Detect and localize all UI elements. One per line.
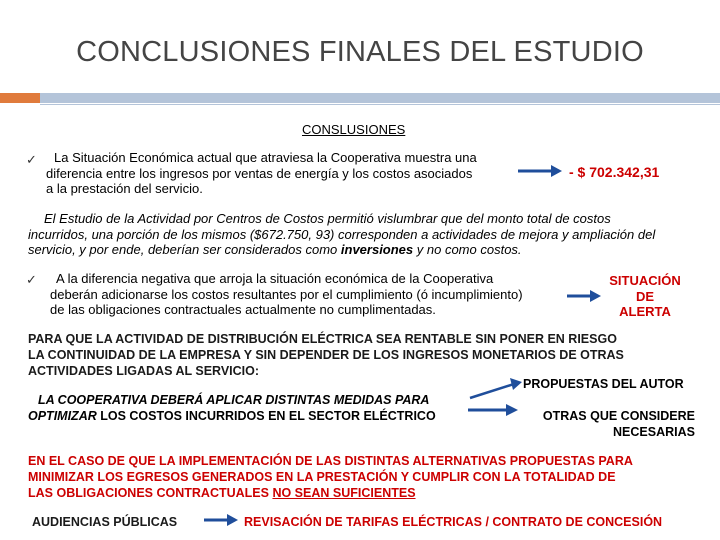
tariff-revision-label: REVISACIÓN DE TARIFAS ELÉCTRICAS / CONTRATO DE CONCESIÓN: [244, 515, 663, 529]
proposals-other: [519, 408, 695, 440]
alert-label: [600, 273, 690, 320]
point2-text: [50, 271, 523, 318]
arrow-right-icon: [517, 164, 563, 178]
title-underline-bar: [40, 93, 720, 103]
measures-optimizar: OPTIMIZAR: [28, 408, 97, 423]
study-line3: [28, 242, 718, 258]
study-paragraph: [28, 211, 718, 258]
point1-text: [46, 150, 477, 197]
point2-line2: deberán adicionarse los costos resultantes por el cumplimiento (ó incumplimiento): [50, 286, 523, 302]
condition-paragraph: [28, 331, 624, 379]
study-line2: incurridos, una porción de los mismos ($672.750, 93) corresponden a actividades de mejora y ampliación del: [28, 226, 656, 242]
proposals-other-line2: NECESARIAS: [613, 425, 695, 439]
alert-line1: SITUACIÓN: [609, 273, 681, 288]
case-line1: EN EL CASO DE QUE LA IMPLEMENTACIÓN DE LAS DISTINTAS ALTERNATIVAS PROPUESTAS PARA: [28, 454, 633, 468]
proposals-other-line1: OTRAS QUE CONSIDERE: [542, 409, 695, 423]
condition-line2: LA CONTINUIDAD DE LA EMPRESA Y SIN DEPENDER DE LOS INGRESOS MONETARIOS DE OTRAS: [28, 348, 624, 362]
insufficient-case-paragraph: [28, 453, 633, 501]
deficit-amount: - $ 702.342,31: [569, 164, 660, 180]
case-not-sufficient: NO SEAN SUFICIENTES: [272, 486, 416, 500]
point1-line2: diferencia entre los ingresos por ventas de energía y los costos asociados: [46, 165, 473, 181]
study-line3-start: servicio, y por ende, deberían ser considerados como: [28, 242, 341, 257]
study-inversiones: inversiones: [340, 242, 414, 257]
alert-line2: DE: [635, 288, 655, 304]
section-subtitle: CONSLUSIONES: [302, 122, 406, 137]
branch-arrows-icon: [466, 374, 526, 418]
point1-line3: a la prestación del servicio.: [46, 181, 203, 196]
cooperative-measures: [28, 393, 436, 424]
point1-line1: La Situación Económica actual que atraviesa la Cooperativa muestra una: [54, 150, 477, 165]
condition-line3: ACTIVIDADES LIGADAS AL SERVICIO:: [28, 364, 260, 378]
arrow-right-icon: [566, 289, 602, 303]
measures-line1: LA COOPERATIVA DEBERÁ APLICAR DISTINTAS MEDIDAS PARA: [38, 393, 430, 407]
measures-line2: LOS COSTOS INCURRIDOS EN EL SECTOR ELÉCTRICO: [96, 408, 436, 423]
case-line3: LAS OBLIGACIONES CONTRACTUALES: [28, 486, 273, 500]
title-accent-bar: [0, 93, 40, 103]
condition-line1: PARA QUE LA ACTIVIDAD DE DISTRIBUCIÓN ELÉCTRICA SEA RENTABLE SIN PONER EN RIESGO: [28, 332, 617, 346]
checkmark-icon: ✓: [26, 272, 37, 287]
study-line1: El Estudio de la Actividad por Centros de Costos permitió vislumbrar que del monto total de costos: [44, 211, 611, 226]
point2-line1: A la diferencia negativa que arroja la situación económica de la Cooperativa: [56, 271, 494, 286]
public-hearings-label: AUDIENCIAS PÚBLICAS: [32, 515, 178, 529]
case-line2: MINIMIZAR LOS EGRESOS GENERADOS EN LA PRESTACIÓN Y CUMPLIR CON LA TOTALIDAD DE: [28, 470, 616, 484]
slide-title: CONCLUSIONES FINALES DEL ESTUDIO: [76, 36, 644, 68]
arrow-right-icon: [203, 513, 239, 527]
point2-line3: de las obligaciones contractuales actualmente no cumplimentadas.: [50, 302, 436, 317]
alert-line3: ALERTA: [619, 304, 671, 319]
study-line3-end: y no como costos.: [413, 242, 522, 257]
checkmark-icon: ✓: [26, 152, 37, 167]
title-thin-line: [40, 104, 720, 105]
proposals-author: PROPUESTAS DEL AUTOR: [523, 377, 684, 391]
